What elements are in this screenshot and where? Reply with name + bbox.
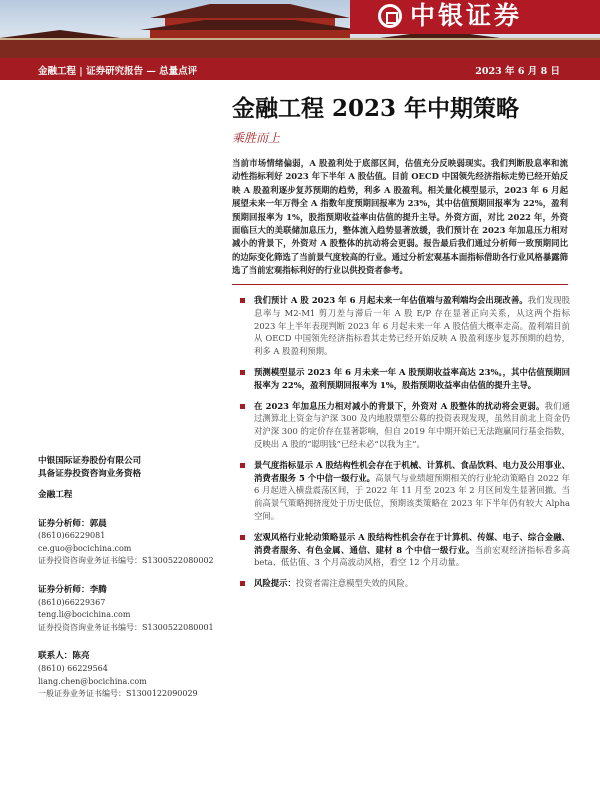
key-point-heading: 预测模型显示 2023 年 6 月未来一年 A 股预期收益率高达 23%。，其中估值预期回报率为 22%，盈利预期回报率为 1%，股指预期收益率由估值的提升主导。 <box>254 366 570 390</box>
page-title: 金融工程 2023 年中期策略 <box>232 95 520 122</box>
key-point <box>232 577 570 590</box>
key-point <box>232 459 570 523</box>
report-date: 2023 年 6 月 8 日 <box>475 66 560 77</box>
firm-qualification: 具备证券投资咨询业务资格 <box>38 469 142 479</box>
analyst-role: 证券分析师： <box>38 584 90 595</box>
analyst-role: 证券分析师： <box>38 518 90 529</box>
brand-logo-text: 中银证券 <box>410 1 523 30</box>
key-point-body: 高景气与业绩超预期相关的行业轮动策略自 2022 年 6 月起进入横盘震荡区间，于 2022 年 11 月至 2023 年 2 月区间发生显著回撤。当前高景气策略拥挤度处于历史低位，预期该类策略在 2023 年下半年仍有较大 Alpha 空间。 <box>254 472 570 521</box>
firm-department: 金融工程 <box>38 490 73 500</box>
key-point-heading: 风险提示： <box>254 578 296 589</box>
summary-paragraph: 当前市场情绪偏弱，A 股盈利处于底部区间，估值充分反映弱现实。我们判断股息率和流动性指标利好 2023 年下半年 A 股估值。目前 OECD 中国领先经济指标走势已经开始反映 A 股盈利逐步复苏预期的趋势，利多 A 股盈利。相关量化模型显示，2023 年 6 月起展望未来一年万得全 A 指数年度预期回报率为 23%，其中估值预期回报率为 22%，盈利预期回报率为 1%，股指预期收益率由估值的提升主导。外资方面，对比 2022 年，外资面临巨大的美联储加息压力，整体流入趋势显著放缓，我们预计在 2023 年加息压力相对减小的背景下，外资对 A 股整体的抗动将会更弱。报告最后我们通过分析师一致预期同比的边际变化筛选了当前景气度较高的行业。通过分析宏观基本面指标借助各行业风格暴露筛选了当前宏观指标利好的行业以供投资者参考。 <box>232 158 568 276</box>
firm-name: 中银国际证券股份有限公司 <box>38 456 142 466</box>
key-point-heading: 景气度指标显示 A 股结构性机会存在于机械、计算机、食品饮料、电力及公用事业、消费者服务 5 个中信一级行业。 <box>254 459 570 483</box>
key-point-heading: 在 2023 年加息压力相对减小的背景下，外资对 A 股整体的扰动将会更弱。 <box>254 400 545 411</box>
key-point <box>232 366 570 392</box>
bullet-square-icon <box>240 370 245 375</box>
bullet-square-icon <box>240 463 245 468</box>
palace-wall <box>0 40 600 58</box>
analyst-name: 陈亮 <box>72 651 90 662</box>
analyst-phone: (8610)66229081 <box>38 531 106 541</box>
key-point-body: 我们发现股息率与 M2-M1 剪刀差与滞后一年 A 股 E/P 存在显著正向关系，从这两个指标 2023 年上半年表现判断 2023 年 6 月起未来一年 A 股估值大概率走高。盈利端目前从 OECD 中国领先经济指标看其走势已经开始反映 A 股盈利逐步复苏预期的趋势，利多 A 股盈利预期。 <box>254 295 570 357</box>
analyst-card <box>38 650 218 700</box>
key-point <box>232 531 570 569</box>
bullet-square-icon <box>240 404 245 409</box>
key-points-list <box>232 294 570 598</box>
key-point-body: 我们通过测算北上资金与沪深 300 及内地股票型公募的投资表现发现，虽然目前北上资金仍对沪深 300 的定价存在显著影响，但自 2019 年中期开始已无法跑赢同行基金指数，反映出 A 股的“聪明钱”已经未必“以我为主”。 <box>254 400 571 449</box>
key-point-body: 当前宏观经济指标看多高 beta、低估值、3 个月高波动风格，看空 12 个月动量。 <box>254 544 570 568</box>
analyst-license: 证券投资咨询业务证书编号：S1300522080002 <box>38 556 214 566</box>
report-header-strip <box>0 58 600 80</box>
analyst-email[interactable]: liang.chen@bocichina.com <box>38 676 147 686</box>
section-divider <box>232 284 568 285</box>
key-point <box>232 294 570 358</box>
key-point-body: 投资者需注意模型失效的风险。 <box>295 578 414 589</box>
key-point <box>232 400 570 451</box>
analyst-license: 证券投资咨询业务证书编号：S1300522080001 <box>38 622 214 632</box>
analyst-phone: (8610)66229367 <box>38 597 106 607</box>
analyst-role: 联系人： <box>38 651 73 662</box>
bullet-square-icon <box>240 535 245 540</box>
analyst-email[interactable]: teng.li@bocichina.com <box>38 610 131 620</box>
report-category: 金融工程 | 证券研究报告 — 总量点评 <box>38 66 198 77</box>
analyst-email[interactable]: ce.guo@bocichina.com <box>38 543 132 553</box>
key-point-heading: 宏观风格行业轮动策略显示 A 股结构性机会存在于计算机、传媒、电子、综合金融、消费者服务、有色金属、通信、建材 8 个中信一级行业。 <box>254 531 570 555</box>
author-sidebar <box>38 455 218 701</box>
analyst-card <box>38 584 218 634</box>
analyst-name: 郭晨 <box>89 518 107 529</box>
analyst-phone: (8610) 66229564 <box>38 663 108 673</box>
analyst-card <box>38 518 218 568</box>
header-banner <box>0 0 600 58</box>
bullet-square-icon <box>240 298 245 303</box>
bullet-square-icon <box>240 581 245 586</box>
page-subtitle: 乘胜而上 <box>232 131 281 145</box>
boc-logo-icon <box>378 4 402 28</box>
analyst-name: 李腾 <box>89 584 107 595</box>
analyst-license: 一般证券业务证书编号：S1300122090029 <box>38 689 198 699</box>
key-point-heading: 我们预计 A 股 2023 年 6 月起未来一年估值端与盈利端均会出现改善。 <box>254 295 528 305</box>
